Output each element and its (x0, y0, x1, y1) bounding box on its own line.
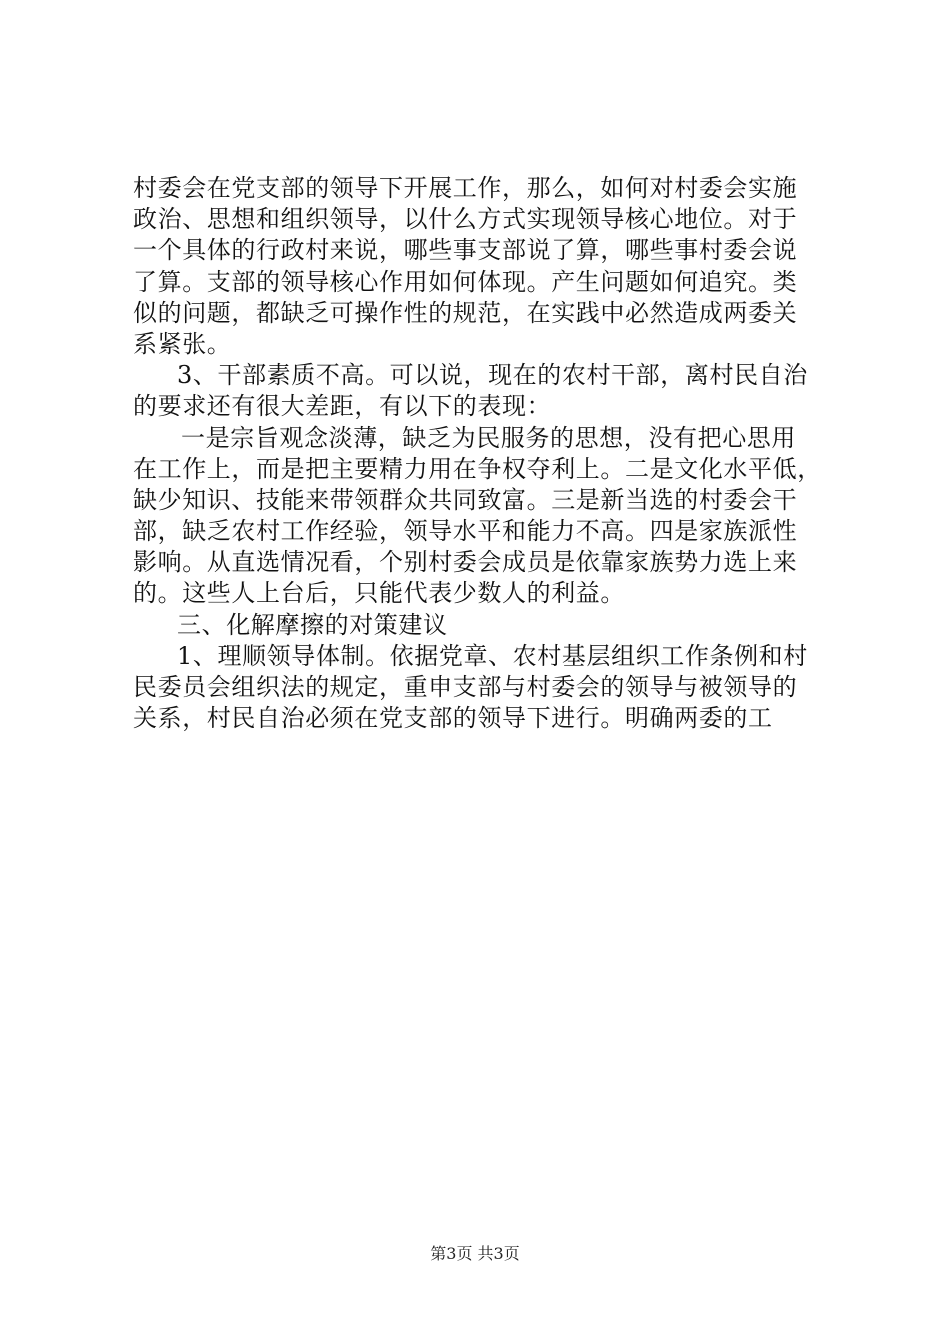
paragraph-start-line: 一是宗旨观念淡薄，缺乏为民服务的思想，没有把心思用 (181, 423, 796, 452)
text-line: 一个具体的行政村来说，哪些事支部说了算，哪些事村委会说 (133, 236, 798, 265)
text-line: 的。这些人上台后，只能代表少数人的利益。 (133, 579, 625, 608)
text-line: 政治、思想和组织领导，以什么方式实现领导核心地位。对于 (133, 205, 798, 234)
text-line: 了算。支部的领导核心作用如何体现。产生问题如何追究。类 (133, 267, 798, 296)
section-heading: 三、化解摩擦的对策建议 (177, 610, 448, 639)
text-line: 民委员会组织法的规定，重申支部与村委会的领导与被领导的 (133, 673, 798, 701)
text-line: 在工作上，而是把主要精力用在争权夺利上。二是文化水平低， (133, 454, 822, 483)
text-line: 似的问题，都缺乏可操作性的规范，在实践中必然造成两委关 (133, 298, 798, 327)
document-body (133, 173, 833, 734)
text-line: 系紧张。 (133, 329, 232, 358)
text-line: 的要求还有很大差距，有以下的表现： (133, 392, 552, 421)
text-line: 村委会在党支部的领导下开展工作，那么，如何对村委会实施 (133, 174, 798, 202)
page-number-footer: 第3页 共3页 (430, 1244, 520, 1263)
paragraph-start-line: 1、理顺领导体制。依据党章、农村基层组织工作条例和村 (177, 641, 808, 670)
paragraph-start-line: 3、干部素质不高。可以说，现在的农村干部，离村民自治 (177, 361, 808, 390)
text-line: 影响。从直选情况看，个别村委会成员是依靠家族势力选上来 (133, 548, 798, 577)
text-line: 关系，村民自治必须在党支部的领导下进行。明确两委的工 (133, 704, 773, 733)
text-line: 部，缺乏农村工作经验，领导水平和能力不高。四是家族派性 (133, 517, 798, 546)
text-line: 缺少知识、技能来带领群众共同致富。三是新当选的村委会干 (133, 485, 798, 514)
